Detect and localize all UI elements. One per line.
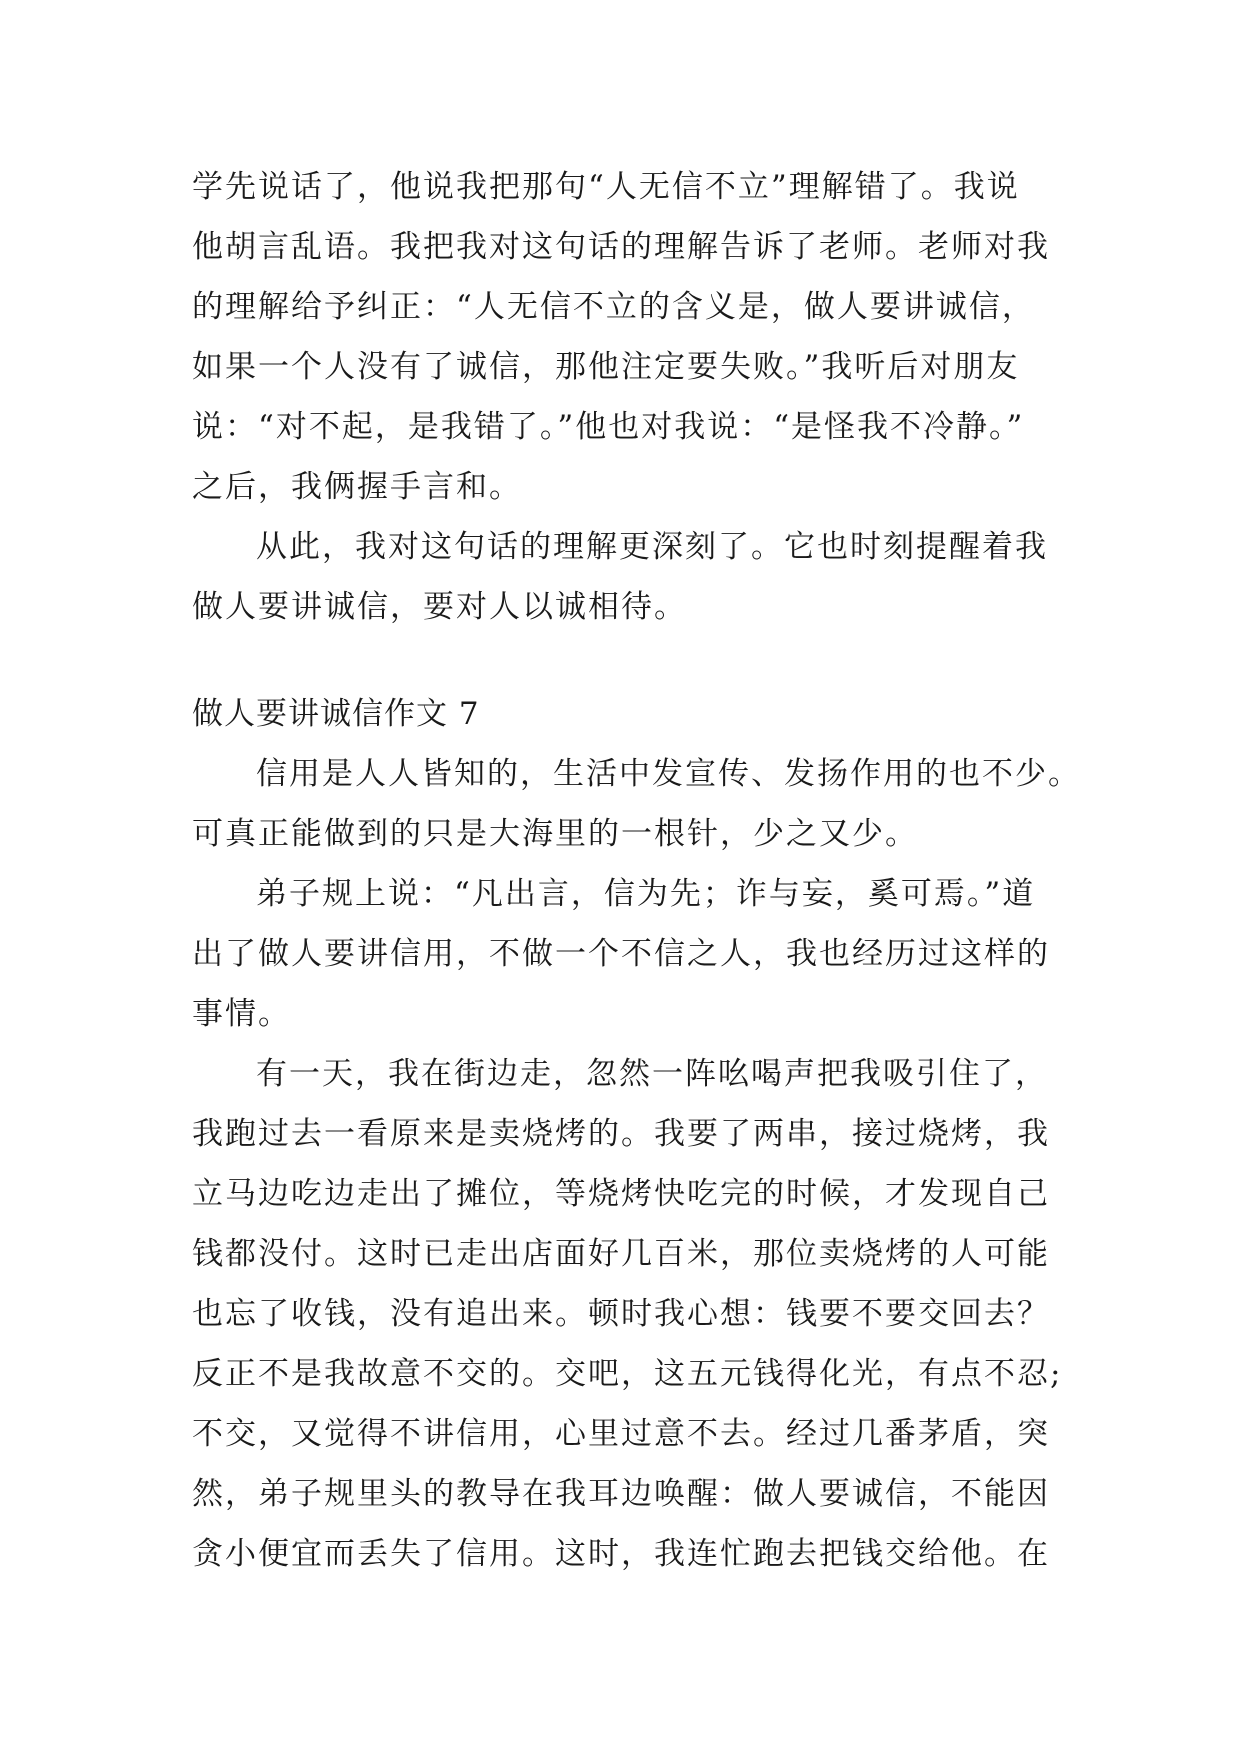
paragraph-line: 贪小便宜而丢失了信用。这时，我连忙跑去把钱交给他。在 <box>192 1536 1050 1572</box>
section-title: 做人要讲诚信作文 7 <box>192 696 480 732</box>
paragraph-line: 钱都没付。这时已走出店面好几百米，那位卖烧烤的人可能 <box>192 1236 1050 1272</box>
paragraph-line: 从此，我对这句话的理解更深刻了。它也时刻提醒着我 <box>256 529 1048 565</box>
paragraph-line: 出了做人要讲信用，不做一个不信之人，我也经历过这样的 <box>192 936 1050 972</box>
paragraph-line: 做人要讲诚信，要对人以诚相待。 <box>192 589 687 625</box>
paragraph-line: 事情。 <box>192 996 291 1032</box>
paragraph-line: 如果一个人没有了诚信，那他注定要失败。”我听后对朋友 <box>192 349 1020 385</box>
paragraph-line: 之后，我俩握手言和。 <box>192 469 522 505</box>
paragraph-line: 然，弟子规里头的教导在我耳边唤醒：做人要诚信，不能因 <box>192 1476 1050 1512</box>
paragraph-line: 立马边吃边走出了摊位，等烧烤快吃完的时候，才发现自己 <box>192 1176 1050 1212</box>
paragraph-line: 有一天，我在街边走，忽然一阵吆喝声把我吸引住了， <box>256 1056 1048 1092</box>
paragraph-line: 信用是人人皆知的，生活中发宣传、发扬作用的也不少。 <box>256 756 1081 792</box>
paragraph-line: 说：“对不起，是我错了。”他也对我说：“是怪我不冷静。” <box>192 409 1025 445</box>
paragraph-line: 反正不是我故意不交的。交吧，这五元钱得化光，有点不忍; <box>192 1356 1063 1392</box>
paragraph-line: 不交，又觉得不讲信用，心里过意不去。经过几番茅盾，突 <box>192 1416 1050 1452</box>
paragraph-line: 我跑过去一看原来是卖烧烤的。我要了两串，接过烧烤，我 <box>192 1116 1050 1152</box>
paragraph-line: 也忘了收钱，没有追出来。顿时我心想：钱要不要交回去？ <box>192 1296 1050 1332</box>
paragraph-line: 可真正能做到的只是大海里的一根针，少之又少。 <box>192 816 918 852</box>
paragraph-line: 弟子规上说：“凡出言，信为先；诈与妄，奚可焉。”道 <box>256 876 1036 912</box>
paragraph-line: 的理解给予纠正：“人无信不立的含义是，做人要讲诚信， <box>192 289 1035 325</box>
paragraph-line: 他胡言乱语。我把我对这句话的理解告诉了老师。老师对我 <box>192 229 1050 265</box>
paragraph-line: 学先说话了，他说我把那句“人无信不立”理解错了。我说 <box>192 169 1020 205</box>
